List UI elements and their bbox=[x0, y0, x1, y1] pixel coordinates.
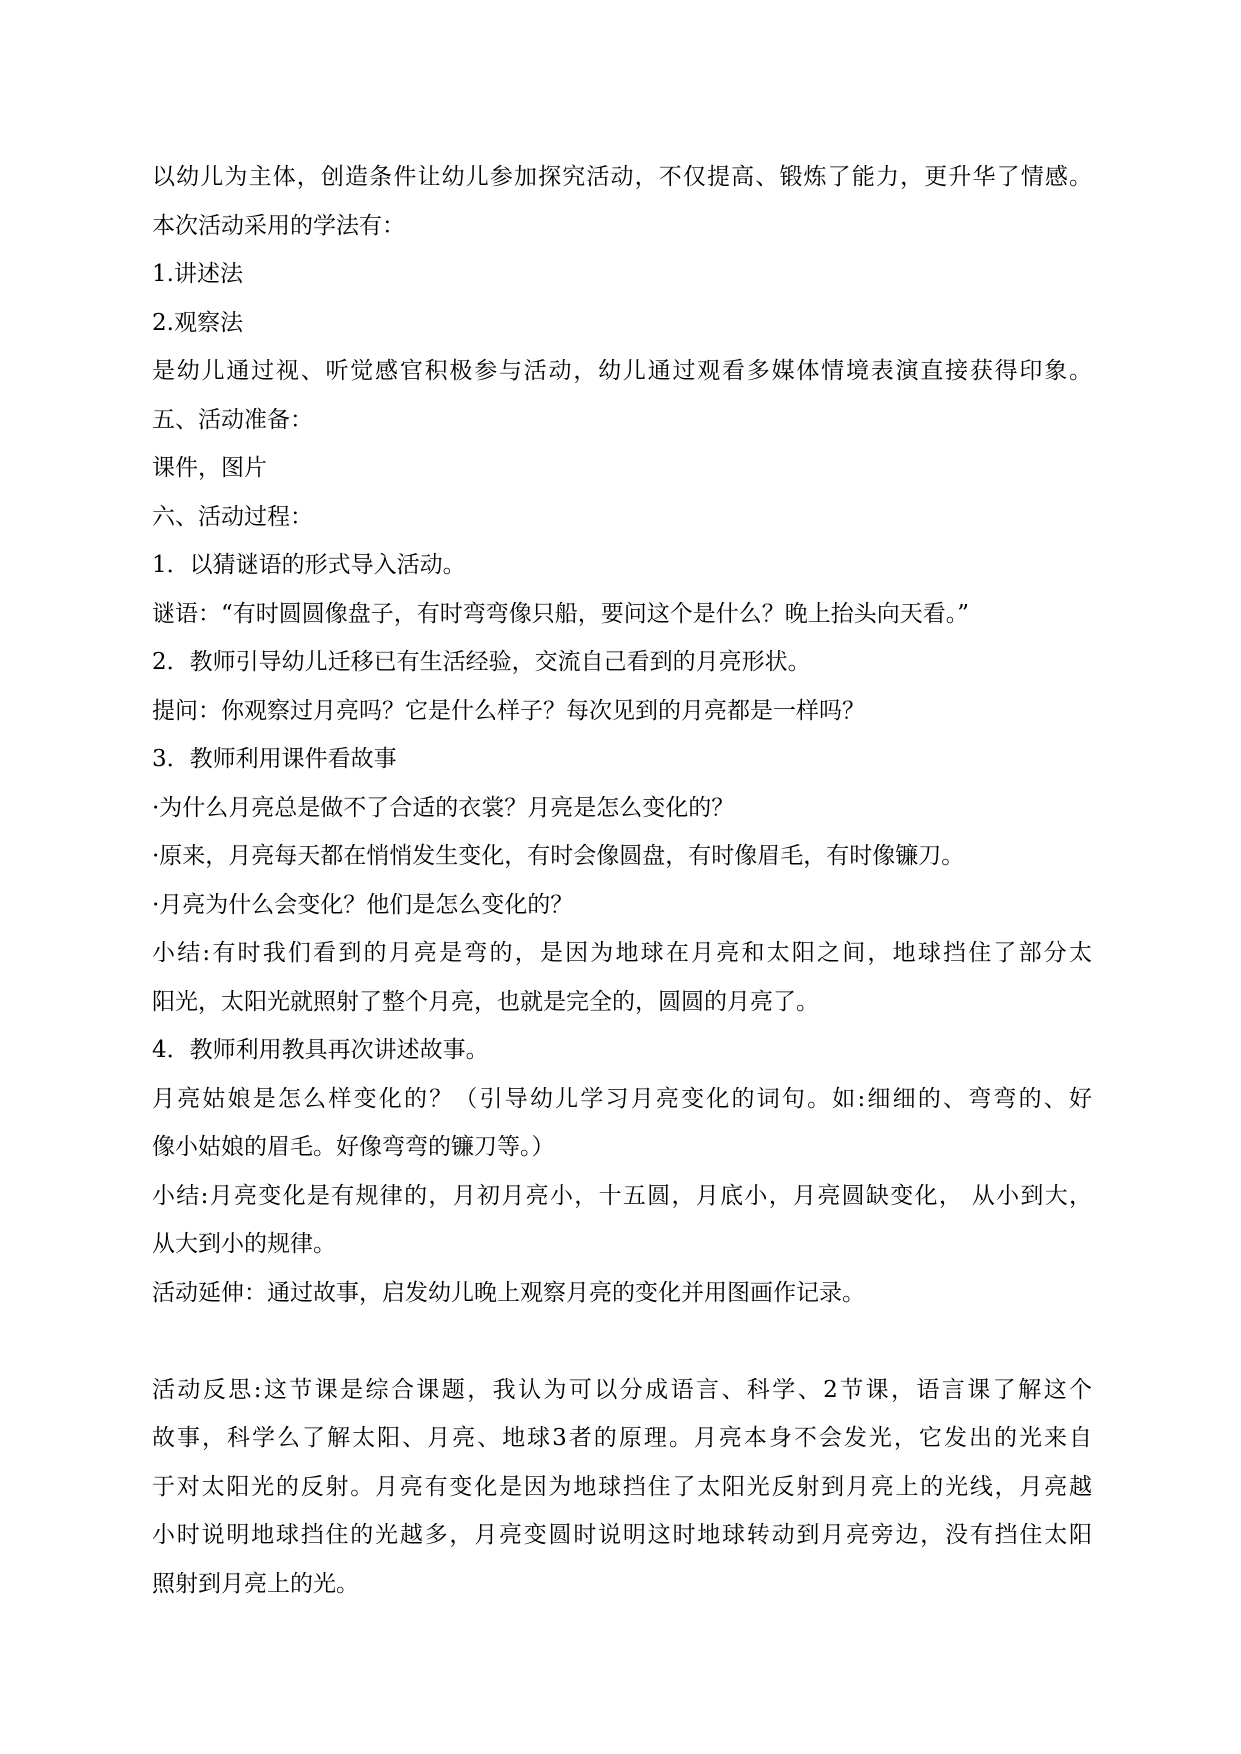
text-line: 小时说明地球挡住的光越多，月亮变圆时说明这时地球转动到月亮旁边，没有挡住太阳 bbox=[152, 1522, 1092, 1548]
text-line: 小结:有时我们看到的月亮是弯的，是因为地球在月亮和太阳之间，地球挡住了部分太 bbox=[152, 940, 1092, 966]
document-body bbox=[152, 153, 1092, 1608]
text-line: 活动反思:这节课是综合课题，我认为可以分成语言、科学、2节课，语言课了解这个 bbox=[152, 1376, 1092, 1403]
text-line: ·原来，月亮每天都在悄悄发生变化，有时会像圆盘，有时像眉毛，有时像镰刀。 bbox=[152, 843, 965, 869]
text-line: 故事，科学么了解太阳、月亮、地球3者的原理。月亮本身不会发光，它发出的光来自 bbox=[152, 1425, 1092, 1451]
text-line: 课件，图片 bbox=[152, 455, 267, 481]
text-line: 活动延伸：通过故事，启发幼儿晚上观察月亮的变化并用图画作记录。 bbox=[152, 1279, 865, 1306]
text-line: 照射到月亮上的光。 bbox=[152, 1570, 359, 1597]
text-line: 月亮姑娘是怎么样变化的？（引导幼儿学习月亮变化的词句。如:细细的、弯弯的、好 bbox=[152, 1085, 1092, 1112]
text-line: ·为什么月亮总是做不了合适的衣裳？月亮是怎么变化的？ bbox=[152, 794, 735, 821]
text-line: 谜语：“有时圆圆像盘子，有时弯弯像只船，要问这个是什么？晚上抬头向天看。” bbox=[152, 600, 970, 627]
text-line: 小结:月亮变化是有规律的，月初月亮小，十五圆，月底小，月亮圆缺变化， 从小到大， bbox=[152, 1182, 1092, 1209]
text-line: 五、活动准备： bbox=[152, 406, 313, 433]
text-line: 六、活动过程： bbox=[152, 503, 313, 530]
text-line: 以幼儿为主体，创造条件让幼儿参加探究活动，不仅提高、锻炼了能力，更升华了情感。 bbox=[152, 164, 1092, 190]
text-line: 1.讲述法 bbox=[152, 261, 243, 287]
text-line: 于对太阳光的反射。月亮有变化是因为地球挡住了太阳光反射到月亮上的光线，月亮越 bbox=[152, 1473, 1092, 1500]
text-line: 从大到小的规律。 bbox=[152, 1231, 336, 1257]
text-line: 4．教师利用教具再次讲述故事。 bbox=[152, 1037, 489, 1063]
text-line: 是幼儿通过视、听觉感官积极参与活动，幼儿通过观看多媒体情境表演直接获得印象。 bbox=[152, 358, 1092, 384]
text-line: ·月亮为什么会变化？他们是怎么变化的？ bbox=[152, 891, 574, 918]
text-line: 本次活动采用的学法有： bbox=[152, 212, 405, 239]
text-line: 阳光，太阳光就照射了整个月亮，也就是完全的，圆圆的月亮了。 bbox=[152, 988, 819, 1015]
blank-line bbox=[152, 1317, 1092, 1366]
text-line: 1．以猜谜语的形式导入活动。 bbox=[152, 552, 466, 578]
text-line: 3．教师利用课件看故事 bbox=[152, 746, 397, 772]
text-line: 提问：你观察过月亮吗？它是什么样子？每次见到的月亮都是一样吗？ bbox=[152, 697, 865, 724]
text-line: 2．教师引导幼儿迁移已有生活经验，交流自己看到的月亮形状。 bbox=[152, 649, 811, 675]
text-line: 2.观察法 bbox=[152, 309, 243, 336]
text-line: 像小姑娘的眉毛。好像弯弯的镰刀等。） bbox=[152, 1134, 555, 1160]
